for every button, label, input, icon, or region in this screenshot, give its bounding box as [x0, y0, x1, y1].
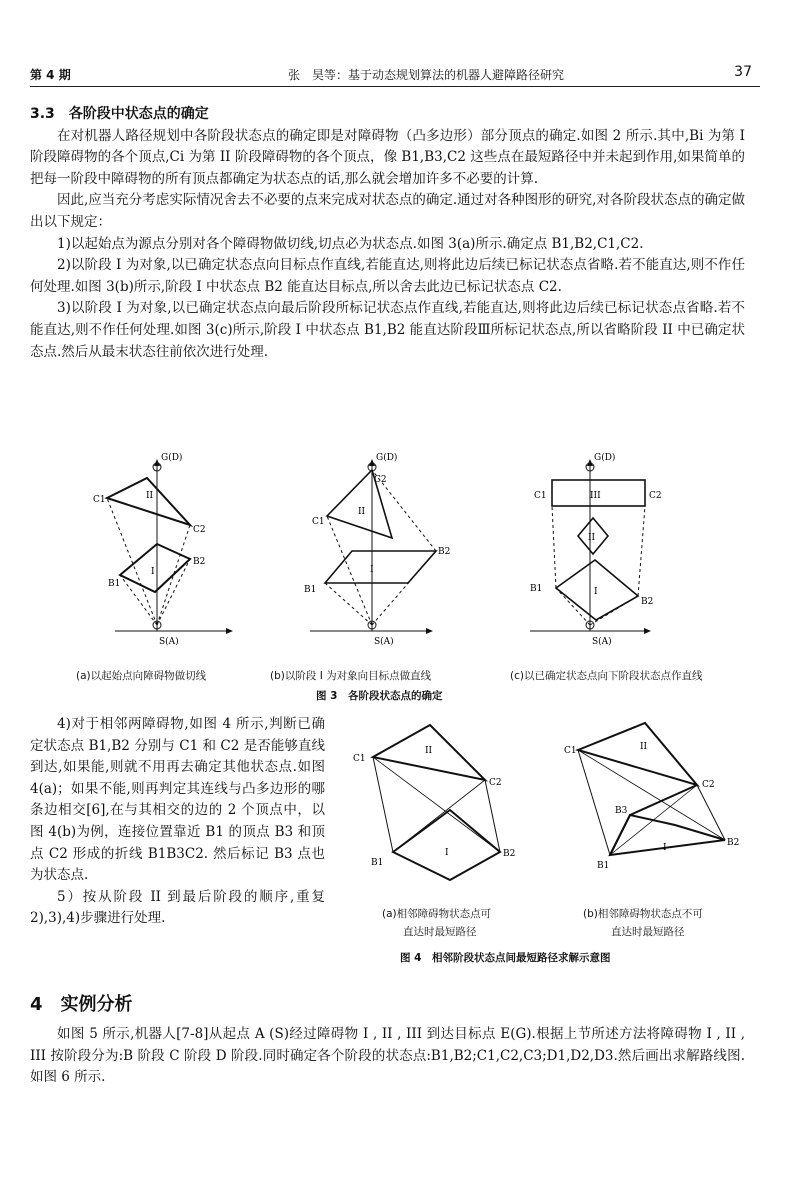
fig3a-label-s: S(A): [159, 637, 179, 647]
fig3c-label-c2: C2: [649, 491, 662, 501]
fig3c-label-b1: B1: [530, 584, 543, 594]
fig3c-label-g: G(D): [594, 453, 616, 463]
fig3a-label-c2: C2: [193, 525, 206, 535]
page-header: [30, 64, 760, 87]
fig3b-label-s: S(A): [374, 637, 394, 647]
issue-number: 第 4 期: [30, 68, 71, 82]
fig3b-label-b2: B2: [438, 547, 451, 557]
fig4a-caption-line2: 直达时最短路径: [403, 926, 477, 938]
fig3b-label-i: I: [370, 565, 374, 575]
fig4b-label-b2: B2: [727, 838, 740, 848]
fig3-title: 图 3 各阶段状态点的确定: [316, 690, 443, 702]
fig3a-label-g: G(D): [161, 453, 183, 463]
fig3c-label-ii: II: [588, 533, 596, 543]
fig3a-label-i: I: [151, 567, 155, 577]
fig3c-diagram: [530, 460, 650, 631]
paragraph: 3)以阶段 I 为对象,以已确定状态点向最后阶段所标记状态点作直线,若能直达,则将此边后续已标记状态点省略.若不能直达,则不作任何处理.如图 3(c)所示,阶段 I 中状态点 B1,B2 能直达阶段Ⅲ所标记状态点,所以省略阶段 II 中已确定状态点.然后从最末状态往前依次进行处理.: [30, 300, 745, 360]
fig4a-label-i: I: [445, 848, 449, 858]
fig4b-label-ii: II: [640, 742, 648, 752]
fig3b-diagram: [310, 460, 436, 631]
fig3c-label-i: I: [594, 587, 598, 597]
fig3a-label-b2: B2: [193, 557, 206, 567]
fig3a-caption: (a)以起始点向障碍物做切线: [76, 670, 207, 682]
fig4-title: 图 4 相邻阶段状态点间最短路径求解示意图: [400, 952, 611, 964]
fig4a-label-b2: B2: [503, 849, 516, 859]
fig4b-label-b3: B3: [615, 806, 628, 816]
fig3c-caption: (c)以已确定状态点向下阶段状态点作直线: [510, 670, 703, 682]
section-3-3: [30, 104, 745, 363]
fig4a-label-ii: II: [425, 746, 433, 756]
fig4b-caption-line2: 直达时最短路径: [611, 926, 685, 938]
fig3b-label-c1: C1: [312, 517, 325, 527]
fig3c-label-s: S(A): [592, 637, 612, 647]
section-heading: 3.3 各阶段中状态点的确定: [30, 106, 209, 122]
figure-3: [60, 448, 760, 658]
fig3a-label-b1: B1: [108, 579, 121, 589]
fig3b-label-ii: II: [358, 507, 366, 517]
fig4b-label-c1: C1: [564, 746, 577, 756]
fig3a-label-ii: II: [146, 491, 154, 501]
paragraph: 如图 5 所示,机器人[7-8]从起点 A (S)经过障碍物 I , II , III 到达目标点 E(G).根据上节所述方法将障碍物 I , II , III 按阶段分为:B 阶段 C 阶段 D 阶段.同时确定各个阶段的状态点:B1,B2;C1,C2,C3;D1,D2,D3.然后画出求解路线图.如图 6 所示.: [30, 1026, 745, 1086]
paragraph: 4)对于相邻两障碍物,如图 4 所示,判断已确定状态点 B1,B2 分别与 C1 和 C2 是否能够直线到达,如果能,则就不用再去确定其他状态点.如图 4(a)；如果不能,则再判定其连线与凸多边形的哪条边相交[6],在与其相交的边的 2 个顶点中，以图 4(b)为例，连接位置靠近 B1 的顶点 B3 和顶点 C2 形成的折线 B1B3C2. 然后标记 B3 点也为状态点.: [30, 716, 325, 884]
paragraph: 1)以起始点为源点分别对各个障碍物做切线,切点必为状态点.如图 3(a)所示.确定点 B1,B2,C1,C2.: [57, 235, 644, 252]
paragraph: 在对机器人路径规划中各阶段状态点的确定即是对障碍物（凸多边形）部分顶点的确定.如图 2 所示.其中,Bi 为第 I 阶段障碍物的各个顶点,Ci 为第 II 阶段障碍物的各个顶点，像 B1,B3,C2 这些点在最短路径中并未起到作用,如果简单的把每一阶段中障碍物的所有顶点都确定为状态点的话,那么就会增加许多不必要的计算.: [30, 127, 745, 187]
section-4-heading: 4 实例分析: [30, 994, 133, 1015]
fig3b-caption: (b)以阶段 I 为对象向目标点做直线: [270, 670, 432, 682]
fig3a-label-c1: C1: [93, 495, 106, 505]
paragraph: 因此,应当充分考虑实际情况舍去不必要的点来完成对状态点的确定.通过对各种图形的研究,对各阶段状态点的确定做出以下规定：: [30, 192, 745, 230]
fig4a-label-c2: C2: [489, 778, 502, 788]
fig3b-label-g: G(D): [376, 453, 398, 463]
paragraph: 2)以阶段 I 为对象,以已确定状态点向目标点作直线,若能直达,则将此边后续已标记状态点省略.若不能直达,则不作任何处理.如图 3(b)所示,阶段 I 中状态点 B2 能直达目标点,所以舍去此边已标记状态点 C2.: [30, 257, 745, 295]
fig3a-diagram: [107, 460, 232, 631]
figure-4: [345, 715, 750, 900]
fig4a-caption-line1: (a)相邻障碍物状态点可: [382, 908, 492, 920]
fig4a-label-b1: B1: [371, 858, 384, 868]
fig3c-label-c1: C1: [534, 491, 547, 501]
fig3c-label-iii: III: [590, 491, 601, 501]
fig4b-label-c2: C2: [702, 780, 715, 790]
fig3b-label-c2: C2: [374, 475, 387, 485]
fig3b-label-b1: B1: [304, 585, 317, 595]
section-4-body: [30, 1024, 745, 1089]
fig3c-label-b2: B2: [641, 597, 654, 607]
fig4a-diagram: [373, 725, 500, 880]
fig4b-caption-line1: (b)相邻障碍物状态点不可: [583, 908, 703, 920]
fig4b-label-i: I: [663, 843, 667, 853]
running-title: 张 昊等：基于动态规划算法的机器人避障路径研究: [288, 68, 565, 82]
paragraph: 5）按从阶段 II 到最后阶段的顺序,重复2),3),4)步骤进行处理.: [30, 888, 325, 927]
wrap-column: [30, 714, 325, 930]
fig4a-label-c1: C1: [353, 754, 366, 764]
page-number: 37: [734, 64, 752, 80]
fig4b-label-b1: B1: [597, 861, 610, 871]
